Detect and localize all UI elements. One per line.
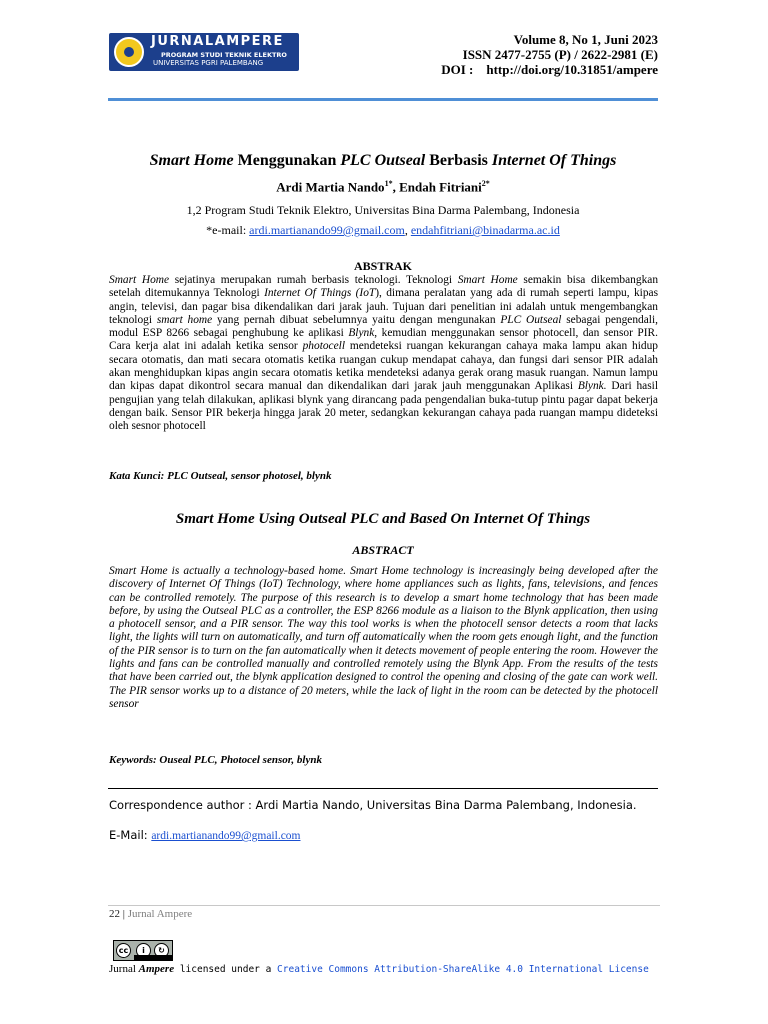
- publication-info: [441, 32, 658, 77]
- page-footer: 22 | Jurnal Ampere: [109, 908, 193, 920]
- english-title: Smart Home Using Outseal PLC and Based On Internet Of Things: [175, 511, 591, 527]
- affiliation: 1,2 Program Studi Teknik Elektro, Universitas Bina Darma Palembang, Indonesia: [186, 203, 580, 217]
- kata-kunci: Kata Kunci: PLC Outseal, sensor photosel, blynk: [109, 470, 332, 482]
- header-divider: [108, 98, 658, 101]
- abstract-body: Smart Home is actually a technology-based home. Smart Home technology is increasingly being developed after the discovery of Internet Of Things (IoT) Technology, where home appliances such as lights, fans, televisions, and fences can be controlled remotely. The purpose of this research is to develop a smart home technology that has been made before, by using the Outseal PLC as a controller, the ESP 8266 module as a liaison to the Blynk application, then using a photocell sensor, and a PIR sensor. The way this tool works is when the photocell sensor detects a room that lacks light, the lights will turn on automatically, and turn off automatically when the room gets enough light, and the function of the PIR sensor is to turn on the fan automatically when it detects movement of people entering the room. However the lights and fans can be controlled manually and controlled remotely using the Blynk App. From the results of the tests that have been carried out, the blynk application designed to control the opening and closing of the gate can work well. The PIR sensor works up to a distance of 20 meters, while the lack of light in the room can be detected by the photocell sensor: [109, 565, 658, 710]
- correspondence-email-link[interactable]: ardi.martianando99@gmail.com: [151, 830, 301, 842]
- author-2: Endah Fitriani: [399, 179, 482, 195]
- keywords: Keywords: Ouseal PLC, Photocel sensor, blynk: [109, 754, 322, 766]
- logo-university: UNIVERSITAS PGRI PALEMBANG: [153, 59, 264, 67]
- license-statement: Jurnal Ampere licensed under a Creative Commons Attribution-ShareAlike 4.0 International License: [109, 963, 649, 975]
- correspondence-author: Correspondence author : Ardi Martia Nando, Universitas Bina Darma Palembang, Indonesia.: [109, 798, 637, 812]
- university-emblem-icon: [114, 37, 144, 67]
- paper-title: Smart Home Menggunakan PLC Outseal Berbasis Internet Of Things: [149, 152, 617, 169]
- email-link-2[interactable]: endahfitriani@binadarma.ac.id: [410, 223, 560, 237]
- cc-license-badge[interactable]: [113, 940, 173, 961]
- page-number: 22: [109, 908, 120, 920]
- abstrak-heading: ABSTRAK: [353, 259, 412, 273]
- doi-label: DOI :: [441, 62, 474, 77]
- license-link[interactable]: Creative Commons Attribution-ShareAlike 4.0 International License: [277, 964, 649, 975]
- author-1: Ardi Martia Nando: [276, 179, 385, 195]
- doi-link[interactable]: http://doi.org/10.31851/ampere: [486, 62, 658, 77]
- volume-line: Volume 8, No 1, Juni 2023: [513, 32, 658, 47]
- author-emails: *e-mail: ardi.martianando99@gmail.com, endahfitriani@binadarma.ac.id: [206, 223, 560, 237]
- author-list: Ardi Martia Nando$^{1*}$, Endah Fitriani$^{2*}$: [276, 179, 490, 195]
- attribution-icon: i: [136, 943, 151, 958]
- issn-line: ISSN 2477-2755 (P) / 2622-2981 (E): [462, 47, 658, 62]
- journal-logo: [109, 33, 299, 71]
- abstrak-body: Smart Home sejatinya merupakan rumah berbasis teknologi. Teknologi Smart Home semakin bisa dikembangkan setelah ditemukannya Teknologi Internet Of Things (IoT), dimana peralatan yang ada di rumah seperti lampu, kipas angin, televisi, dan pagar bisa dikendalikan dari jarak jauh. Tujuan dari penelitian ini adalah untuk mengembangkan teknologi smart home yang pernah dibuat sebelumnya yaitu dengan mengunakan PLC Outseal sebagai pengendali, modul ESP 8266 sebagai penghubung ke aplikasi Blynk, kemudian menggunakan sensor photocell, dan sensor PIR. Cara kerja alat ini adalah ketika sensor photocell mendeteksi ruangan kekurangan cahaya maka lampu akan hidup secara otomatis, dan mati secara otomatis ketika ruangan cukup mendapat cahaya, dan fungsi dari sensor PIR adalah akan menghidupkan kipas angin secara otomatis ketika mendeteksi adanya gerak orang masuk ruangan. Namun lampu dan kipas dapat dikontrol secara manual dan dikendalikan dari jarak jauh menggunakan Aplikasi Blynk. Dari hasil pengujian yang telah dilakukan, aplikasi blynk yang dirancang pada pengendalian buka-tutup pintu pagar dapat bekerja dengan baik. Sensor PIR bekerja hingga jarak 20 meter, sedangkan kekurangan cahaya pada ruangan mampu dideteksi oleh sesnor photocell: [109, 274, 659, 433]
- abstract-heading: ABSTRACT: [352, 543, 414, 557]
- badge-strip: [134, 955, 173, 960]
- correspondence-email: E-Mail: ardi.martianando99@gmail.com: [109, 828, 301, 842]
- share-alike-icon: ↻: [154, 943, 169, 958]
- footer-divider: [108, 905, 660, 906]
- correspondence-divider: [108, 788, 658, 789]
- logo-subtitle: PROGRAM STUDI TEKNIK ELEKTRO: [161, 51, 287, 59]
- footer-journal-name: Jurnal Ampere: [127, 908, 193, 920]
- cc-icon: cc: [116, 943, 131, 958]
- logo-title: JURNALAMPERE: [151, 34, 284, 49]
- doi-line: [441, 62, 658, 77]
- email-link-1[interactable]: ardi.martianando99@gmail.com: [249, 223, 405, 237]
